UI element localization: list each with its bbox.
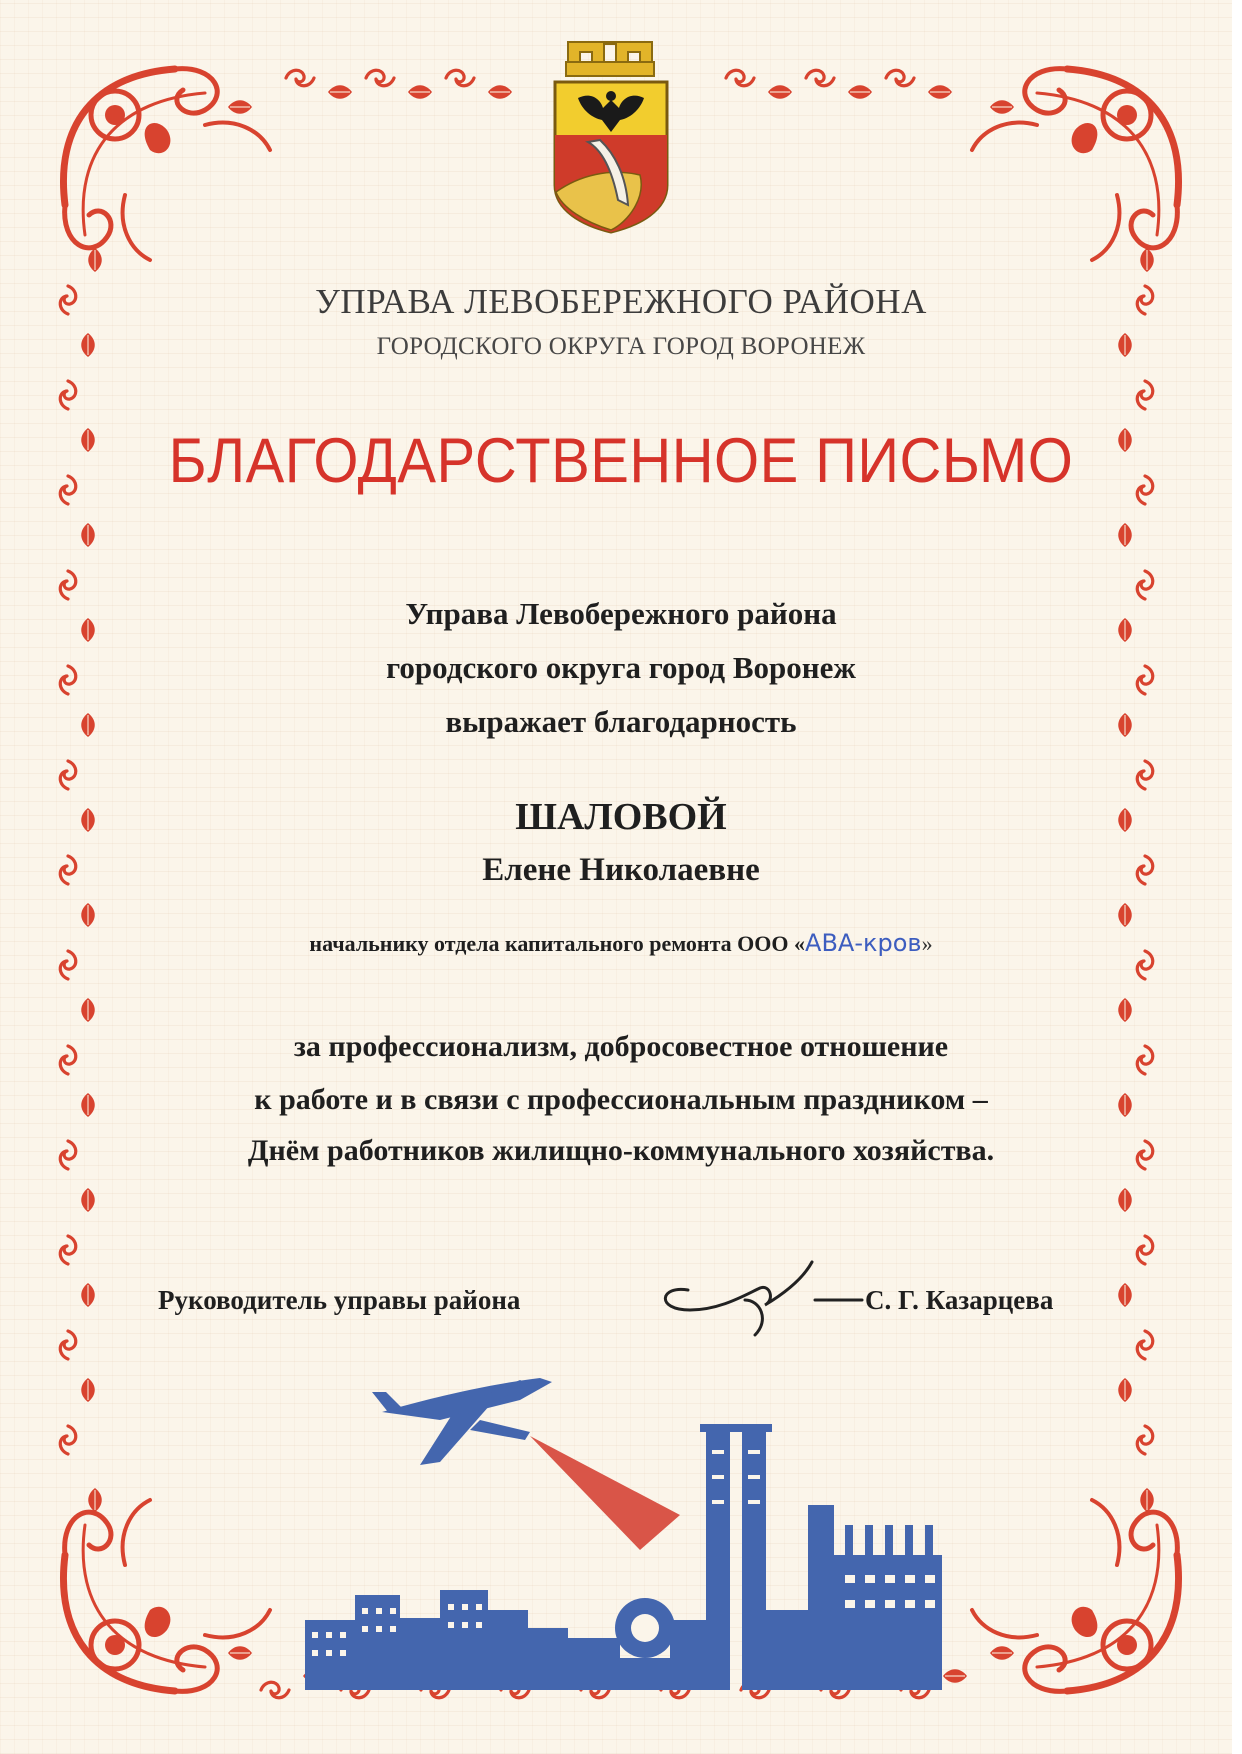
intro-line-2: городского округа город Воронеж (386, 650, 856, 685)
organization-line-1: УПРАВА ЛЕВОБЕРЕЖНОГО РАЙОНА (315, 282, 927, 321)
recipient-surname: ШАЛОВОЙ (515, 796, 727, 838)
intro-line-3: выражает благодарность (445, 704, 797, 739)
coat-of-arms-icon (555, 42, 667, 232)
factory-icon (305, 1424, 942, 1690)
intro-line-1: Управа Левобережного района (405, 596, 837, 631)
message-line-3: Днём работников жилищно-коммунального хозяйства. (247, 1134, 995, 1167)
position-closing-quote: » (921, 931, 933, 956)
position-printed-text: начальнику отдела капитального ремонта ООО « (309, 931, 806, 956)
airplane-icon (372, 1378, 552, 1465)
company-handwritten: АВА-кров (805, 929, 922, 957)
corner-ornament-top-left (63, 69, 270, 272)
light-beam (530, 1436, 680, 1550)
organization-line-2: ГОРОДСКОГО ОКРУГА ГОРОД ВОРОНЕЖ (376, 333, 866, 360)
corner-ornament-bottom-right (972, 1488, 1179, 1691)
recipient-given-names: Елене Николаевне (482, 852, 760, 888)
message-line-2: к работе и в связи с профессиональным праздником – (254, 1083, 988, 1116)
signature-scribble (665, 1262, 862, 1335)
signatory-title: Руководитель управы района (158, 1285, 521, 1315)
corner-ornament-top-right (972, 69, 1179, 272)
corner-ornament-bottom-left (63, 1488, 270, 1691)
signatory-name: С. Г. Казарцева (865, 1285, 1054, 1315)
document-title: БЛАГОДАРСТВЕННОЕ ПИСЬМО (168, 426, 1074, 496)
recipient-position (0, 929, 1242, 957)
message-line-1: за профессионализм, добросовестное отношение (293, 1030, 949, 1063)
